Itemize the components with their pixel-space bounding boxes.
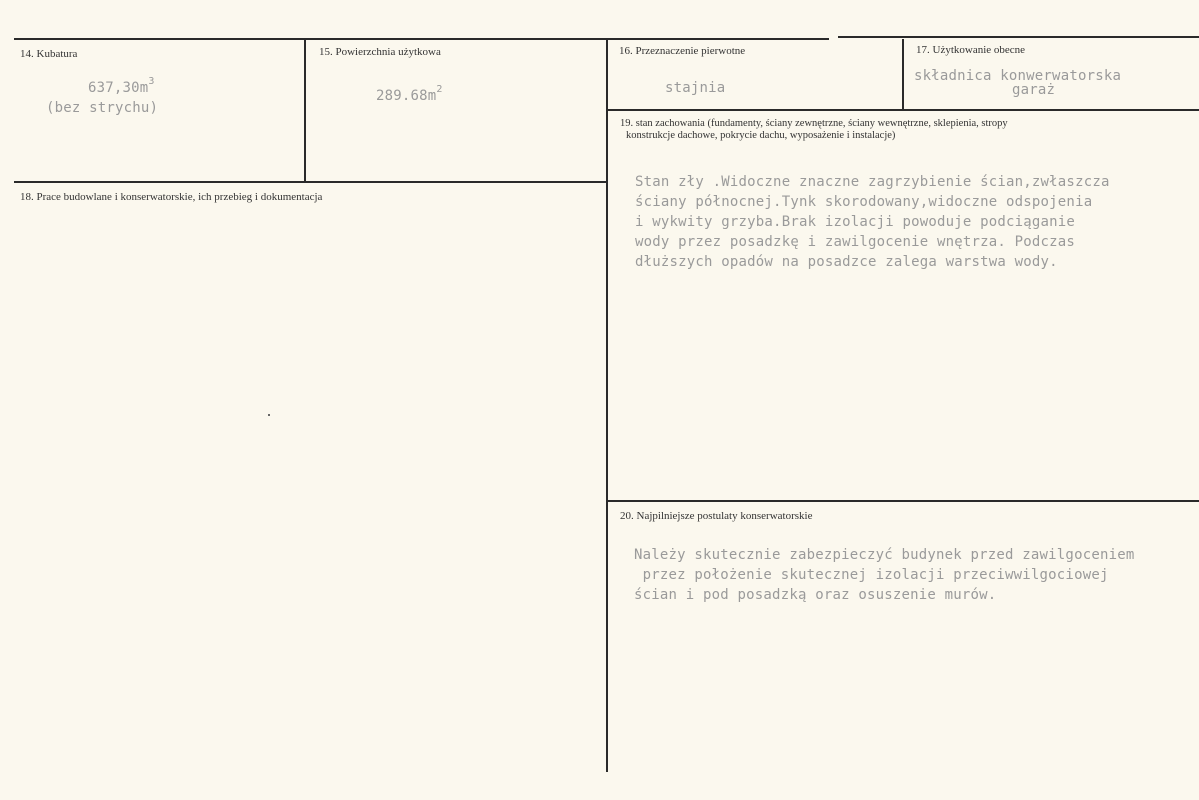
- field-19-line: ściany północnej.Tynk skorodowany,widoczne odspojenia: [635, 194, 1093, 210]
- field-14-value-sup: 3: [148, 76, 155, 87]
- field-19-line: dłuższych opadów na posadzce zalega warstwa wody.: [635, 254, 1058, 270]
- field-17-value-line1: składnica konwerwatorska: [914, 68, 1122, 84]
- field-14-value-text: 637,30m: [88, 80, 149, 96]
- field-19-text: [635, 172, 1110, 272]
- divider-row-16-19: [606, 109, 1199, 111]
- divider-16-17: [902, 39, 904, 110]
- field-20-text: [634, 545, 1198, 605]
- field-14-value: [88, 78, 155, 100]
- divider-14-15: [304, 39, 306, 182]
- field-19-line: wody przez posadzkę i zawilgocenie wnętrza. Podczas: [635, 234, 1076, 250]
- field-20-line: Należy skutecznie zabezpieczyć budynek przed zawilgoceniem: [634, 547, 1135, 563]
- field-20-line: ścian i pod posadzką oraz osuszenie murów.: [634, 587, 997, 603]
- field-18-label: 18. Prace budowlane i konserwatorskie, ich przebieg i dokumentacja: [20, 191, 323, 203]
- field-16-label: 16. Przeznaczenie pierwotne: [619, 45, 746, 57]
- divider-row-14-18: [14, 181, 606, 183]
- field-15-label: 15. Powierzchnia użytkowa: [319, 46, 441, 58]
- top-border-left: [14, 38, 829, 40]
- field-19-line: i wykwity grzyba.Brak izolacji powoduje podciąganie: [635, 214, 1076, 230]
- field-16-value: stajnia: [665, 80, 726, 96]
- field-17-label: 17. Użytkowanie obecne: [916, 44, 1026, 56]
- field-14-note: (bez strychu): [46, 100, 159, 116]
- field-19-label-line2: konstrukcje dachowe, pokrycie dachu, wyposażenie i instalacje): [626, 130, 896, 141]
- field-17-value-line2: garaż: [1012, 82, 1056, 98]
- field-19-label-line1: 19. stan zachowania (fundamenty, ściany zewnętrzne, ściany wewnętrzne, sklepienia, stropy: [620, 118, 1008, 129]
- field-19-line: Stan zły .Widoczne znaczne zagrzybienie ścian,zwłaszcza: [635, 174, 1110, 190]
- speck-mark: [268, 414, 270, 416]
- divider-row-19-20: [606, 500, 1199, 502]
- top-border-right: [838, 36, 1199, 38]
- field-14-label: 14. Kubatura: [20, 48, 78, 60]
- field-20-label: 20. Najpilniejsze postulaty konserwatorskie: [620, 510, 813, 522]
- divider-left-right: [606, 39, 608, 772]
- field-15-value-sup: 2: [436, 84, 443, 95]
- field-15-value: [376, 86, 443, 108]
- field-20-line: przez położenie skutecznej izolacji przeciwwilgociowej: [634, 567, 1109, 583]
- field-15-value-text: 289.68m: [376, 88, 437, 104]
